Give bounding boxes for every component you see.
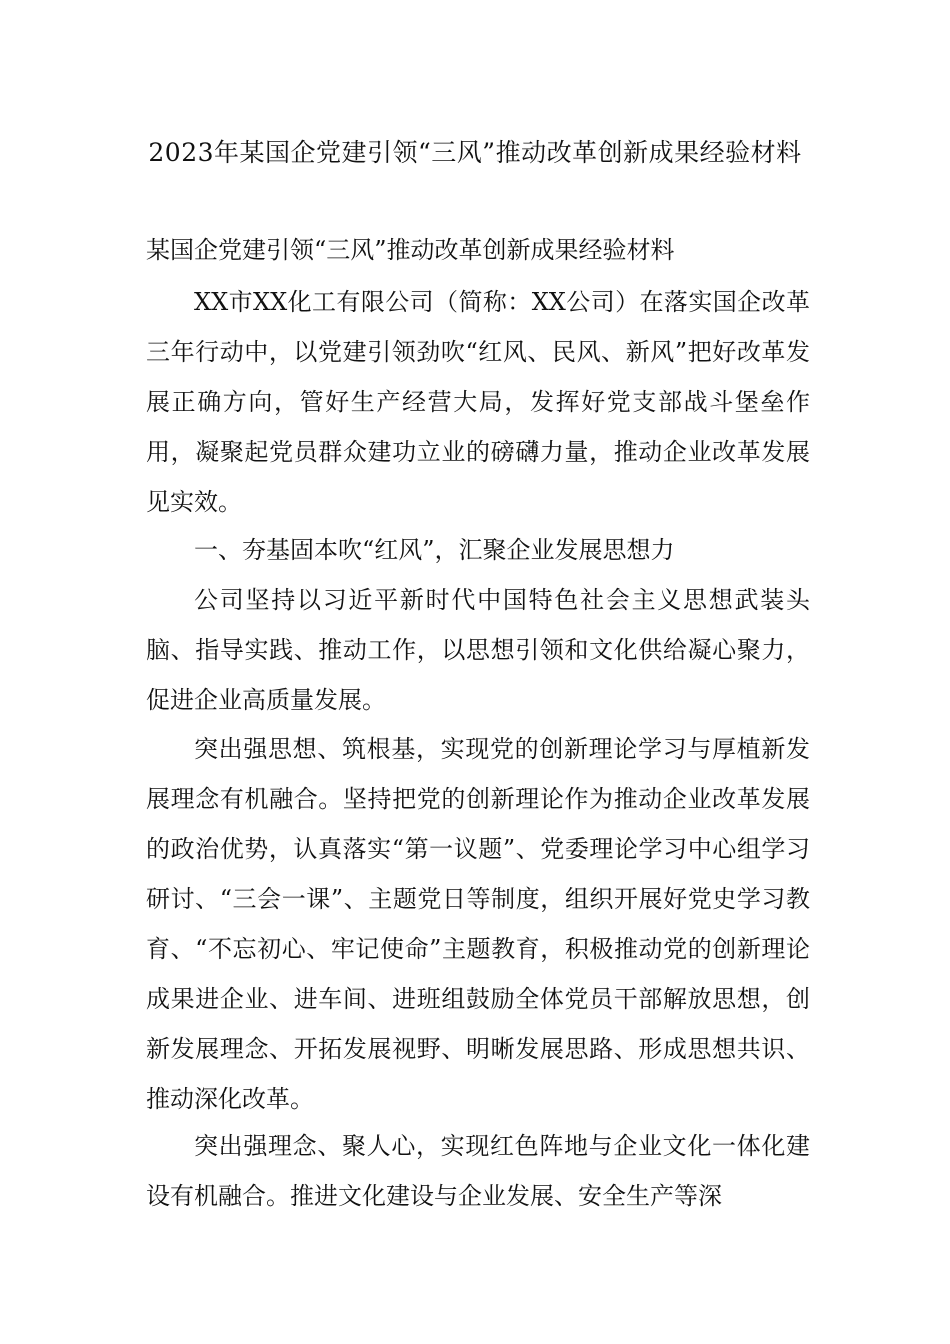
document-title: 2023年某国企党建引领“三风”推动改革创新成果经验材料	[148, 138, 802, 167]
paragraph-intro: XX市XX化工有限公司（简称：XX公司）在落实国企改革三年行动中，以党建引领劲吹“红风、民风、新风”把好改革发展正确方向，管好生产经营大局，发挥好党支部战斗堡垒作用，凝聚起党员群众建功立业的磅礴力量，推动企业改革发展见实效。	[146, 288, 810, 516]
paragraph-strengthen-concept: 突出强理念、聚人心，实现红色阵地与企业文化一体化建设有机融合。推进文化建设与企业发展、安全生产等深	[146, 1132, 810, 1210]
section-heading-1: 一、夯基固本吹“红风”，汇聚企业发展思想力	[194, 536, 675, 564]
paragraph-strengthen-thought: 突出强思想、筑根基，实现党的创新理论学习与厚植新发展理念有机融合。坚持把党的创新理论作为推动企业改革发展的政治优势，认真落实“第一议题”、党委理论学习中心组学习研讨、“三会一课”、主题党日等制度，组织开展好党史学习教育、“不忘初心、牢记使命”主题教育，积极推动党的创新理论成果进企业、进车间、进班组鼓励全体党员干部解放思想，创新发展理念、开拓发展视野、明晰发展思路、形成思想共识、推动深化改革。	[146, 735, 810, 1113]
paragraph-section-1-summary: 公司坚持以习近平新时代中国特色社会主义思想武装头脑、指导实践、推动工作，以思想引领和文化供给凝心聚力，促进企业高质量发展。	[146, 586, 810, 714]
document-subtitle: 某国企党建引领“三风”推动改革创新成果经验材料	[146, 236, 675, 264]
